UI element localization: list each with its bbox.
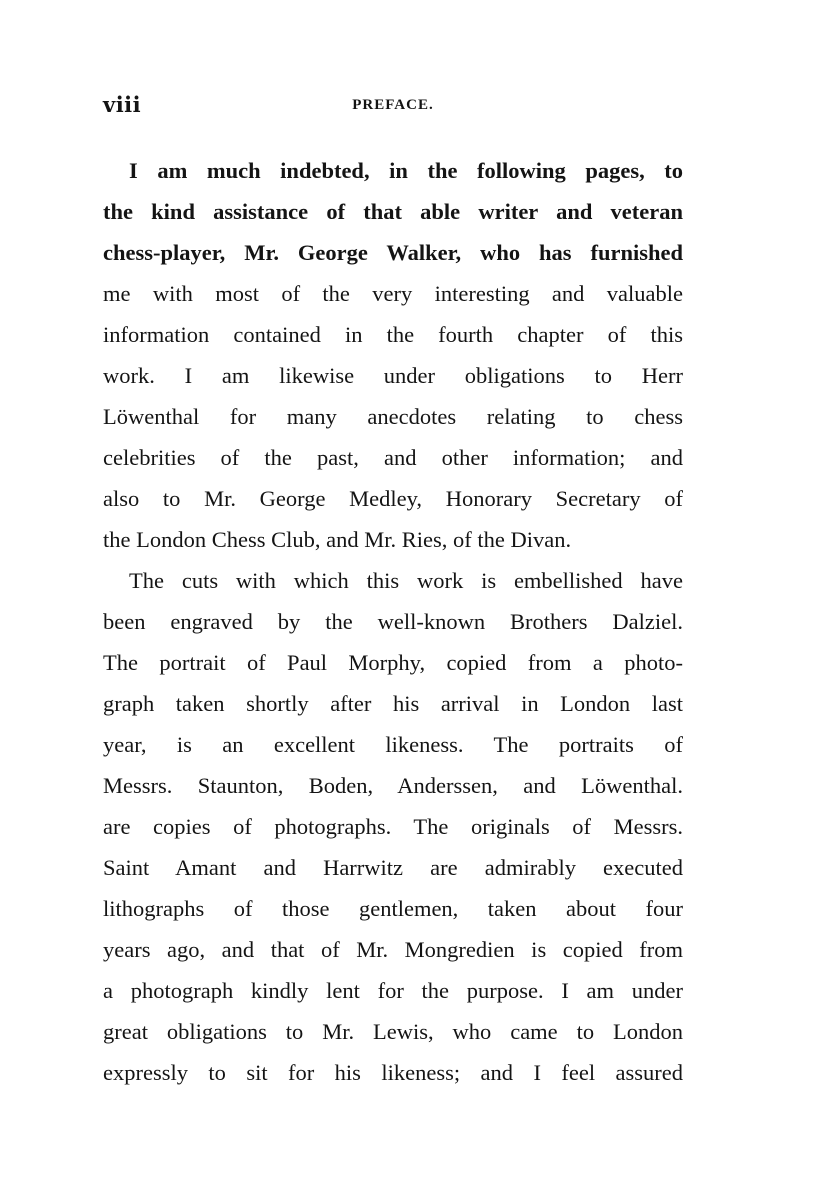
paragraph-acknowledgements [103,150,683,560]
text-line: graph taken shortly after his arrival in London last [103,691,683,716]
text-line: Löwenthal for many anecdotes relating to chess [103,404,683,429]
text-line: are copies of photographs. The originals of Messrs. [103,814,683,839]
text-line: year, is an excellent likeness. The portraits of [103,732,683,757]
text-line: work. I am likewise under obligations to Herr [103,363,683,388]
text-line: expressly to sit for his likeness; and I feel assured [103,1060,683,1085]
text-line: The cuts with which this work is embellished have [129,568,683,593]
text-line: years ago, and that of Mr. Mongredien is copied from [103,937,683,962]
running-head [103,92,683,118]
text-line: Messrs. Staunton, Boden, Anderssen, and Löwenthal. [103,773,683,798]
text-line: The portrait of Paul Morphy, copied from a photo- [103,650,683,675]
text-line: Saint Amant and Harrwitz are admirably executed [103,855,683,880]
text-line: I am much indebted, in the following pages, to [129,158,683,183]
text-line: been engraved by the well-known Brothers Dalziel. [103,609,683,634]
text-line: the London Chess Club, and Mr. Ries, of the Divan. [103,527,572,552]
text-line: me with most of the very interesting and valuable [103,281,683,306]
running-title: PREFACE. [352,97,434,113]
text-line: a photograph kindly lent for the purpose. I am under [103,978,683,1003]
text-line: chess-player, Mr. George Walker, who has furnished [103,240,683,265]
paragraph-engravings [103,560,683,1093]
page-number: viii [103,92,142,117]
text-line: information contained in the fourth chapter of this [103,322,683,347]
text-line: the kind assistance of that able writer and veteran [103,199,683,224]
text-line: lithographs of those gentlemen, taken about four [103,896,683,921]
text-line: also to Mr. George Medley, Honorary Secretary of [103,486,683,511]
text-line: great obligations to Mr. Lewis, who came to London [103,1019,683,1044]
body-text [103,150,683,1093]
text-line: celebrities of the past, and other information; and [103,445,683,470]
